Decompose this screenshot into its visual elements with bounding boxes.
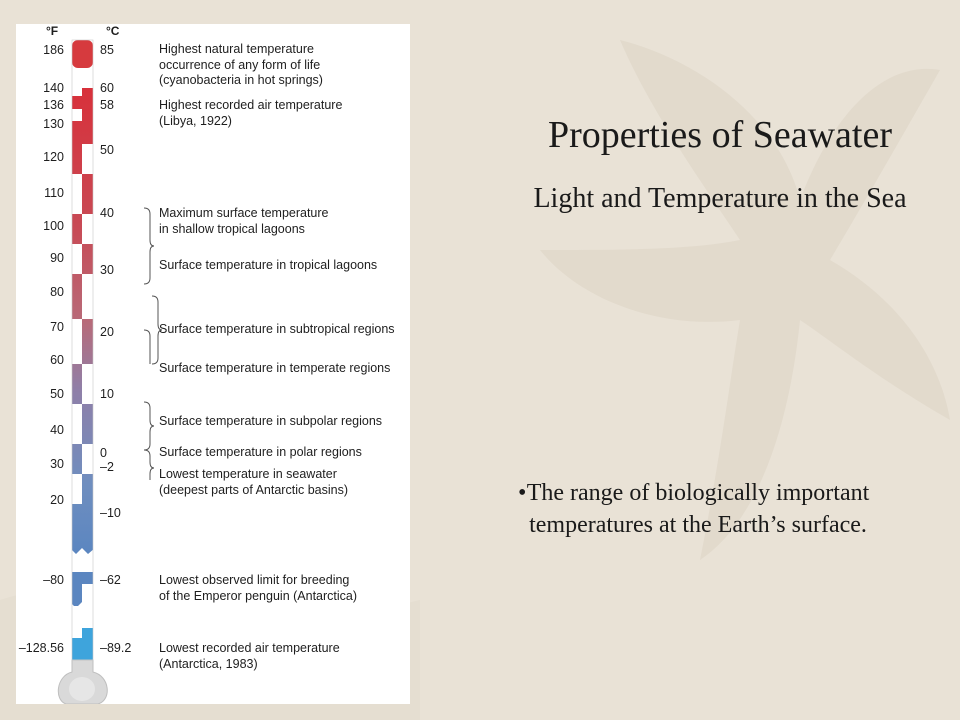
annotation-highest-air-temp: Highest recorded air temperature (Libya, 1922) <box>159 98 343 128</box>
f-tick: 30 <box>50 457 64 471</box>
c-tick: –62 <box>100 573 121 587</box>
f-tick: 70 <box>50 320 64 334</box>
f-tick: –128.56 <box>18 641 64 655</box>
annotation-lowest-seawater: Lowest temperature in seawater (deepest parts of Antarctic basins) <box>159 467 348 497</box>
f-tick: 100 <box>43 219 64 233</box>
c-tick: 85 <box>100 43 114 57</box>
c-tick: 30 <box>100 263 114 277</box>
c-tick: –2 <box>100 460 114 474</box>
celsius-unit-label: °C <box>106 24 120 38</box>
f-tick: 136 <box>43 98 64 112</box>
bullet-text: The range of biologically important temperatures at the Earth’s surface. <box>526 480 870 538</box>
f-tick: 110 <box>44 186 64 200</box>
c-tick: –89.2 <box>100 641 132 655</box>
bullet-marker: • <box>518 480 527 506</box>
c-tick: 20 <box>100 325 114 339</box>
c-tick: 0 <box>100 446 107 460</box>
f-tick: 140 <box>43 81 64 95</box>
annotation-max-lagoon-temp: Maximum surface temperature in shallow tropical lagoons <box>159 206 329 236</box>
f-tick: 60 <box>50 353 64 367</box>
slide-subtitle: Light and Temperature in the Sea <box>533 183 907 214</box>
annotation-temperate: Surface temperature in temperate regions <box>159 361 391 375</box>
annotation-tropical-lagoons: Surface temperature in tropical lagoons <box>159 258 378 272</box>
annotation-subpolar: Surface temperature in subpolar regions <box>159 414 383 428</box>
f-tick: –80 <box>43 573 64 587</box>
annotation-highest-life-temp: Highest natural temperature occurrence of any form of life (cyanobacteria in hot springs) <box>159 42 323 87</box>
annotation-emperor-penguin: Lowest observed limit for breeding of the Emperor penguin (Antarctica) <box>159 573 358 603</box>
f-tick: 50 <box>50 387 64 401</box>
c-tick: 50 <box>100 143 114 157</box>
f-tick: 130 <box>43 117 64 131</box>
c-tick: 40 <box>100 206 114 220</box>
c-tick: 58 <box>100 98 114 112</box>
f-tick: 80 <box>50 285 64 299</box>
f-tick: 20 <box>50 493 64 507</box>
annotation-subtropical: Surface temperature in subtropical regions <box>159 322 395 336</box>
tube-top-segment <box>72 40 93 68</box>
c-tick: 60 <box>100 81 114 95</box>
annotation-lowest-air-temp: Lowest recorded air temperature (Antarctica, 1983) <box>159 641 340 671</box>
fahrenheit-unit-label: °F <box>46 24 59 38</box>
slide-title: Properties of Seawater <box>548 114 892 156</box>
f-tick: 186 <box>43 43 64 57</box>
f-tick: 120 <box>43 150 64 164</box>
f-tick: 40 <box>50 423 64 437</box>
annotation-polar: Surface temperature in polar regions <box>159 445 362 459</box>
c-tick: –10 <box>100 506 121 520</box>
f-tick: 90 <box>50 251 64 265</box>
c-tick: 10 <box>100 387 114 401</box>
annotation-brackets <box>144 208 162 480</box>
temperature-figure <box>16 24 410 704</box>
